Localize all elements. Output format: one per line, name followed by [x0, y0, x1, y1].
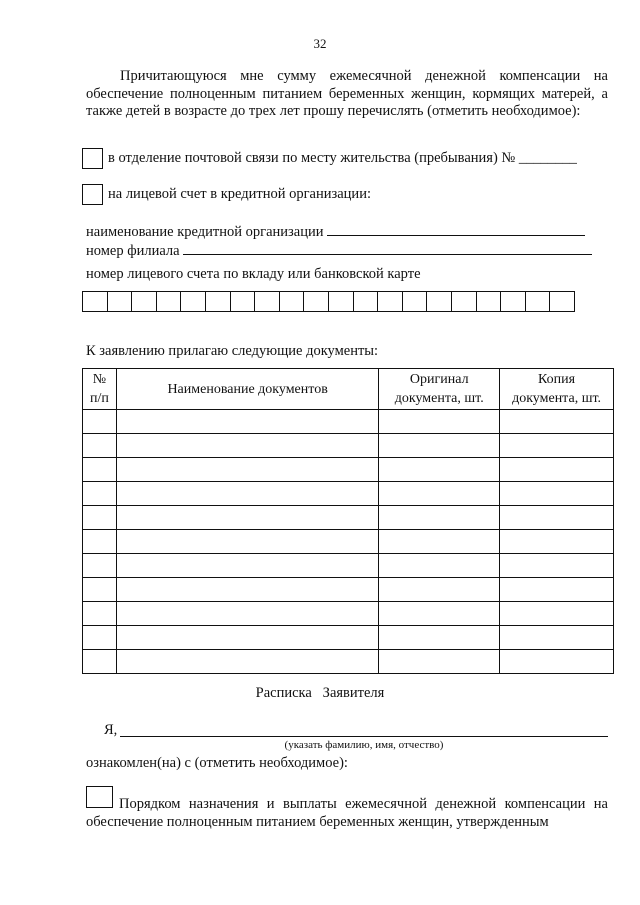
procedure-paragraph — [86, 796, 608, 831]
bank-account-label: на лицевой счет в кредитной организации: — [108, 186, 371, 202]
cell-doc-name[interactable] — [116, 626, 378, 650]
col-header-doc-name: Наименование документов — [116, 369, 378, 410]
cell-copy[interactable] — [500, 578, 614, 602]
cell-number[interactable] — [83, 506, 117, 530]
bank-name-label: наименование кредитной организации — [86, 224, 324, 240]
applicant-prefix: Я, — [104, 722, 118, 738]
bank-name-row — [86, 222, 585, 241]
post-office-checkbox[interactable] — [82, 148, 103, 169]
branch-row — [86, 241, 592, 260]
account-cell[interactable] — [550, 291, 575, 312]
intro-paragraph — [86, 68, 608, 121]
cell-original[interactable] — [379, 458, 500, 482]
cell-doc-name[interactable] — [116, 506, 378, 530]
documents-table — [82, 368, 614, 674]
cell-copy[interactable] — [500, 650, 614, 674]
account-cell[interactable] — [452, 291, 477, 312]
cell-copy[interactable] — [500, 602, 614, 626]
cell-doc-name[interactable] — [116, 530, 378, 554]
cell-original[interactable] — [379, 506, 500, 530]
account-cell[interactable] — [427, 291, 452, 312]
account-cell[interactable] — [501, 291, 526, 312]
receipt-title: Расписка Заявителя — [255, 685, 385, 701]
cell-original[interactable] — [379, 650, 500, 674]
table-row[interactable] — [83, 578, 614, 602]
table-row[interactable] — [83, 554, 614, 578]
attachments-intro: К заявлению прилагаю следующие документы: — [86, 343, 379, 359]
cell-number[interactable] — [83, 482, 117, 506]
post-office-number-field[interactable]: ________ — [518, 150, 577, 166]
cell-number[interactable] — [83, 650, 117, 674]
cell-doc-name[interactable] — [116, 578, 378, 602]
cell-copy[interactable] — [500, 434, 614, 458]
col-header-copy-line2: документа, шт. — [512, 391, 602, 406]
cell-number[interactable] — [83, 578, 117, 602]
col-header-original-line2: документа, шт. — [394, 391, 484, 406]
applicant-name-field[interactable] — [120, 736, 608, 737]
account-cell[interactable] — [181, 291, 206, 312]
account-number-label: номер лицевого счета по вкладу или банковской карте — [86, 266, 421, 282]
account-cell[interactable] — [132, 291, 157, 312]
account-cell[interactable] — [83, 291, 108, 312]
cell-doc-name[interactable] — [116, 602, 378, 626]
intro-text: Причитающуюся мне сумму ежемесячной денежной компенсации на обеспечение полноценным питанием беременных женщин, кормящих матерей, а также детей в возрасте до трех лет прошу перечислять (отметить необходимое): — [86, 68, 608, 119]
acknowledged-line: ознакомлен(на) с (отметить необходимое): — [86, 755, 348, 771]
col-header-number — [83, 369, 117, 410]
post-office-option — [108, 150, 577, 167]
cell-number[interactable] — [83, 602, 117, 626]
table-row[interactable] — [83, 410, 614, 434]
bank-account-checkbox[interactable] — [82, 184, 103, 205]
table-row[interactable] — [83, 458, 614, 482]
col-header-original-line1: Оригинал — [409, 372, 469, 387]
table-row[interactable] — [83, 482, 614, 506]
cell-original[interactable] — [379, 482, 500, 506]
account-cell[interactable] — [255, 291, 280, 312]
procedure-text: Порядком назначения и выплаты ежемесячной денежной компенсации на обеспечение полноценным питанием беременных женщин, утвержденным — [86, 796, 608, 830]
account-cell[interactable] — [354, 291, 379, 312]
cell-doc-name[interactable] — [116, 554, 378, 578]
page-number: 32 — [313, 36, 327, 51]
cell-original[interactable] — [379, 530, 500, 554]
cell-copy[interactable] — [500, 506, 614, 530]
account-cell[interactable] — [280, 291, 305, 312]
cell-number[interactable] — [83, 554, 117, 578]
col-header-original — [379, 369, 500, 410]
cell-copy[interactable] — [500, 626, 614, 650]
account-cell[interactable] — [378, 291, 403, 312]
post-office-label: в отделение почтовой связи по месту жительства (пребывания) № — [108, 150, 516, 166]
cell-number[interactable] — [83, 530, 117, 554]
cell-original[interactable] — [379, 434, 500, 458]
cell-doc-name[interactable] — [116, 650, 378, 674]
account-cell[interactable] — [157, 291, 182, 312]
account-cell[interactable] — [403, 291, 428, 312]
cell-original[interactable] — [379, 410, 500, 434]
account-cell[interactable] — [231, 291, 256, 312]
bank-name-field[interactable] — [327, 222, 585, 236]
cell-number[interactable] — [83, 434, 117, 458]
cell-copy[interactable] — [500, 410, 614, 434]
cell-original[interactable] — [379, 554, 500, 578]
account-cell[interactable] — [304, 291, 329, 312]
branch-field[interactable] — [183, 241, 592, 255]
cell-copy[interactable] — [500, 482, 614, 506]
cell-doc-name[interactable] — [116, 410, 378, 434]
cell-original[interactable] — [379, 626, 500, 650]
table-row[interactable] — [83, 626, 614, 650]
table-header-row — [83, 369, 614, 410]
account-cell[interactable] — [329, 291, 354, 312]
col-header-number-line1: № — [92, 372, 107, 387]
account-number-grid[interactable] — [82, 291, 575, 312]
table-row[interactable] — [83, 434, 614, 458]
account-cell[interactable] — [206, 291, 231, 312]
cell-number[interactable] — [83, 458, 117, 482]
col-header-copy-line1: Копия — [538, 372, 576, 387]
table-row[interactable] — [83, 602, 614, 626]
account-cell[interactable] — [108, 291, 133, 312]
table-row[interactable] — [83, 530, 614, 554]
cell-number[interactable] — [83, 626, 117, 650]
table-row[interactable] — [83, 506, 614, 530]
account-cell[interactable] — [477, 291, 502, 312]
cell-original[interactable] — [379, 578, 500, 602]
col-header-copy — [500, 369, 614, 410]
cell-doc-name[interactable] — [116, 482, 378, 506]
cell-doc-name[interactable] — [116, 458, 378, 482]
cell-original[interactable] — [379, 602, 500, 626]
cell-copy[interactable] — [500, 458, 614, 482]
account-cell[interactable] — [526, 291, 551, 312]
branch-label: номер филиала — [86, 243, 180, 259]
cell-copy[interactable] — [500, 530, 614, 554]
applicant-name-hint: (указать фамилию, имя, отчество) — [284, 739, 444, 751]
cell-number[interactable] — [83, 410, 117, 434]
table-row[interactable] — [83, 650, 614, 674]
col-header-number-line2: п/п — [90, 391, 109, 406]
cell-copy[interactable] — [500, 554, 614, 578]
cell-doc-name[interactable] — [116, 434, 378, 458]
